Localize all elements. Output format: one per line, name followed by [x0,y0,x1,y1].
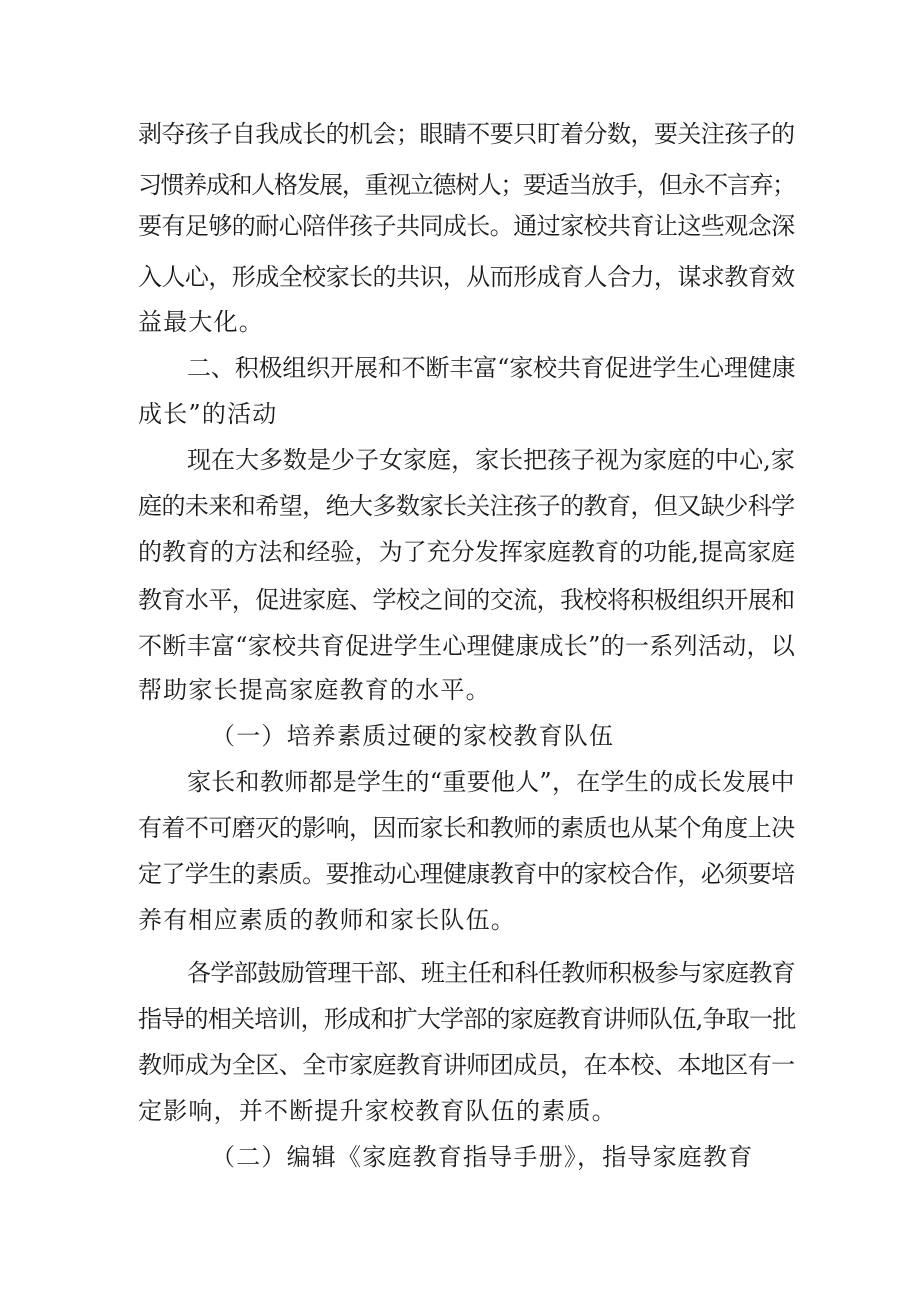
body-text-line: 各学部鼓励管理干部、班主任和科任教师积极参与家庭教育 [187,959,796,987]
body-text-line: 有着不可磨灭的影响，因而家长和教师的素质也从某个角度上决 [138,814,795,842]
body-text-line: 益最大化。 [138,308,264,336]
body-text-line: 要有足够的耐心陪伴孩子共同成长。通过家校共育让这些观念深 [138,212,795,240]
body-text-line: 教师成为全区、全市家庭教育讲师团成员，在本校、本地区有一 [138,1051,795,1079]
section-heading: 二、积极组织开展和不断丰富“家校共育促进学生心理健康 [187,354,796,382]
body-text-line: 不断丰富“家校共育促进学生心理健康成长”的一系列活动，以 [138,632,796,660]
body-text-line: 现在大多数是少子女家庭，家长把孩子视为家庭的中心,家 [187,446,795,474]
body-text-line: 教育水平，促进家庭、学校之间的交流，我校将积极组织开展和 [138,586,795,614]
body-text-line: 入人心，形成全校家长的共识，从而形成育人合力，谋求教育效 [138,263,795,291]
body-text-line: 习惯养成和人格发展，重视立德树人；要适当放手，但永不言弃； [138,171,795,199]
body-text-line: 指导的相关培训，形成和扩大学部的家庭教育讲师队伍,争取一批 [138,1005,796,1033]
section-heading: 成长”的活动 [138,400,278,428]
body-text-line: 定了学生的素质。要推动心理健康教育中的家校合作，必须要培 [138,860,795,888]
subsection-heading: （二）编辑《家庭教育指导手册》，指导家庭教育 [211,1143,754,1171]
body-text-line: 家长和教师都是学生的“重要他人”，在学生的成长发展中 [187,768,795,796]
body-text-line: 庭的未来和希望，绝大多数家长关注孩子的教育，但又缺少科学 [138,492,795,520]
body-text-line: 剥夺孩子自我成长的机会；眼睛不要只盯着分数，要关注孩子的 [138,120,795,148]
body-text-line: 定影响，并不断提升家校教育队伍的素质。 [138,1097,617,1125]
body-text-line: 帮助家长提高家庭教育的水平。 [138,676,491,704]
subsection-heading: （一）培养素质过硬的家校教育队伍 [211,722,615,750]
body-text-line: 养有相应素质的教师和家长队伍。 [138,906,516,934]
body-text-line: 的教育的方法和经验，为了充分发挥家庭教育的功能,提高家庭 [138,538,796,566]
